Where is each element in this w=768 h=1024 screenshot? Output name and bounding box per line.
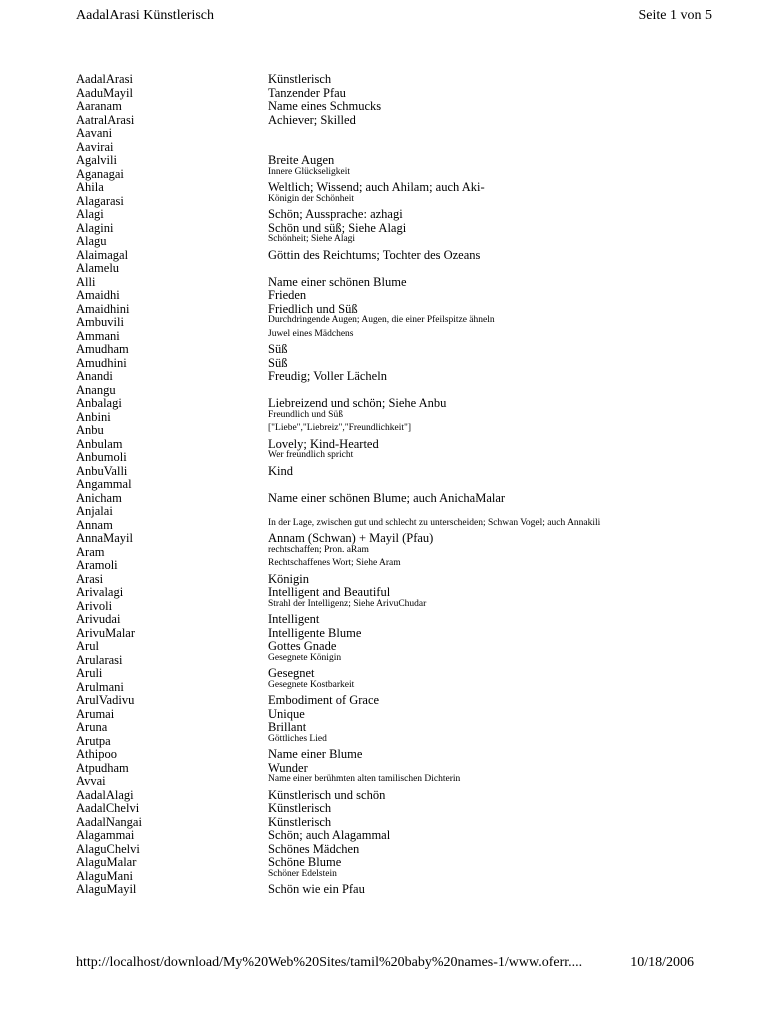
name-text: Alagi <box>76 207 104 221</box>
meaning-text: Liebreizend und schön; Siehe Anbu <box>268 396 447 410</box>
name-text: Alagu <box>76 234 107 248</box>
meaning-text: Gesegnet <box>268 666 315 680</box>
list-item <box>76 397 696 411</box>
list-item <box>76 870 696 884</box>
meaning-text: Name einer schönen Blume; auch AnichaMalar <box>268 490 506 505</box>
list-item <box>76 802 696 816</box>
meaning-text: Juwel eines Mädchens <box>268 328 354 339</box>
meaning-text: Wer freundlich spricht <box>268 450 354 460</box>
meaning-text: Rechtschaffenes Wort; Siehe Aram <box>268 558 401 568</box>
footer-url: http://localhost/download/My%20Web%20Sites/tamil%20baby%20names-1/www.oferr.... <box>76 955 583 970</box>
name-text: Aramoli <box>76 558 118 572</box>
name-text: Arivalagi <box>76 585 124 599</box>
meaning-text: Gesegnete Kostbarkeit <box>268 679 355 690</box>
list-item <box>76 208 696 222</box>
list-item <box>76 100 696 114</box>
meaning-text: Freundlich und Süß <box>268 409 343 420</box>
meaning-text: Schön; auch Alagammal <box>268 828 391 842</box>
meaning-text: Gottes Gnade <box>268 639 337 653</box>
name-text: Atpudham <box>76 760 129 775</box>
name-text: AlaguMani <box>76 868 133 883</box>
meaning-text: Intelligent and Beautiful <box>268 585 391 599</box>
meaning-text: Tanzender Pfau <box>268 85 346 100</box>
name-text: Aavani <box>76 126 113 140</box>
name-text: Arutpa <box>76 733 111 748</box>
name-text: AadalArasi <box>76 72 133 86</box>
meaning-text: Künstlerisch und schön <box>268 787 386 802</box>
name-text: Anandi <box>76 369 113 383</box>
name-text: Angammal <box>76 477 132 491</box>
list-item <box>76 735 696 749</box>
name-text: Agalvili <box>76 153 117 167</box>
meaning-text: Göttliches Lied <box>268 733 327 744</box>
meaning-text: Annam (Schwan) + Mayil (Pfau) <box>268 531 434 545</box>
name-text: Alamelu <box>76 261 120 275</box>
list-item <box>76 694 696 708</box>
list-item <box>76 748 696 762</box>
name-text: Arul <box>76 639 99 653</box>
list-item <box>76 330 696 344</box>
meaning-text: Schön wie ein Pfau <box>268 882 365 896</box>
meaning-text: Name einer berühmten alten tamilischen Dichterin <box>268 774 461 784</box>
list-item <box>76 235 696 249</box>
name-text: Arumai <box>76 706 115 721</box>
list-item <box>76 492 696 506</box>
meaning-text: Schön; Aussprache: azhagi <box>268 207 403 221</box>
name-text: Arivudai <box>76 612 121 626</box>
name-text: AatralArasi <box>76 112 135 127</box>
list-item <box>76 141 696 155</box>
name-text: AadalChelvi <box>76 801 140 815</box>
list-item <box>76 573 696 587</box>
list-item <box>76 438 696 452</box>
list-item <box>76 73 696 87</box>
list-item <box>76 789 696 803</box>
meaning-text: Lovely; Kind-Hearted <box>268 436 379 451</box>
meaning-text: Unique <box>268 706 305 721</box>
list-item <box>76 519 696 533</box>
name-text: Arulmani <box>76 679 124 694</box>
meaning-text: Frieden <box>268 288 307 302</box>
meaning-text: Freudig; Voller Lächeln <box>268 369 387 383</box>
meaning-text: Königin <box>268 571 309 586</box>
list-item <box>76 195 696 209</box>
list-item <box>76 708 696 722</box>
name-text: Ambuvili <box>76 315 124 329</box>
list-item <box>76 316 696 330</box>
name-text: Arasi <box>76 571 104 586</box>
meaning-text: In der Lage, zwischen gut und schlecht zu unterscheiden; Schwan Vogel; auch Annakili <box>268 517 601 528</box>
list-item <box>76 451 696 465</box>
meaning-text: Achiever; Skilled <box>268 112 356 127</box>
meaning-text: Schöne Blume <box>268 855 342 869</box>
meaning-text: Embodiment of Grace <box>268 693 380 707</box>
name-text: Aganagai <box>76 166 124 181</box>
name-text: AlaguMalar <box>76 855 137 869</box>
name-text: Alagammai <box>76 828 135 842</box>
list-item <box>76 181 696 195</box>
name-text: ArulVadivu <box>76 693 135 707</box>
name-text: AnbuValli <box>76 463 128 478</box>
name-text: Amudham <box>76 342 129 356</box>
name-text: Alaimagal <box>76 247 129 262</box>
list-item <box>76 127 696 141</box>
name-text: Aruna <box>76 720 108 734</box>
list-item <box>76 559 696 573</box>
list-item <box>76 613 696 627</box>
footer-date: 10/18/2006 <box>630 955 694 970</box>
list-item <box>76 775 696 789</box>
document-title: AadalArasi Künstlerisch <box>76 8 215 23</box>
name-text: Anbulam <box>76 436 123 451</box>
name-text: Ahila <box>76 180 104 194</box>
meaning-text: Künstlerisch <box>268 72 332 86</box>
page-number: Seite 1 von 5 <box>638 8 712 23</box>
meaning-text: Intelligente Blume <box>268 625 362 640</box>
list-item <box>76 289 696 303</box>
meaning-text: Durchdringende Augen; Augen, die einer Pfeilspitze ähneln <box>268 315 495 325</box>
meaning-text: Strahl der Intelligenz; Siehe ArivuChudar <box>268 598 427 609</box>
name-text: Aruli <box>76 666 103 680</box>
list-item <box>76 262 696 276</box>
name-text: Alagarasi <box>76 193 124 208</box>
meaning-text: Süß <box>268 342 288 356</box>
list-item <box>76 627 696 641</box>
name-text: Aram <box>76 544 105 559</box>
name-text: Anbini <box>76 409 111 424</box>
name-text: Anbalagi <box>76 396 122 410</box>
name-text: AlaguMayil <box>76 882 137 896</box>
name-text: Ammani <box>76 328 120 343</box>
meaning-text: Friedlich und Süß <box>268 301 358 316</box>
list-item <box>76 384 696 398</box>
list-item <box>76 721 696 735</box>
list-item <box>76 600 696 614</box>
meaning-text: Name einer Blume <box>268 747 363 761</box>
name-text: Anangu <box>76 382 116 397</box>
name-text: AadalAlagi <box>76 787 134 802</box>
meaning-text: rechtschaffen; Pron. aRam <box>268 544 369 555</box>
meaning-text: Wunder <box>268 760 308 775</box>
name-text: Anbumoli <box>76 450 127 464</box>
list-item <box>76 276 696 290</box>
list-item <box>76 357 696 371</box>
meaning-text: Schöner Edelstein <box>268 868 337 879</box>
name-text: Alli <box>76 274 96 289</box>
meaning-text: Breite Augen <box>268 153 335 167</box>
meaning-text: Innere Glückseligkeit <box>268 166 351 177</box>
list-item <box>76 370 696 384</box>
page-header <box>76 8 712 28</box>
list-item <box>76 667 696 681</box>
name-text: Annam <box>76 517 113 532</box>
list-item <box>76 654 696 668</box>
name-text: Amaidhi <box>76 288 120 302</box>
meaning-text: ["Liebe","Liebreiz","Freundlichkeit"] <box>268 423 412 433</box>
name-text: ArivuMalar <box>76 625 136 640</box>
list-item <box>76 843 696 857</box>
meaning-text: Künstlerisch <box>268 801 332 815</box>
name-text: Anbu <box>76 423 104 437</box>
meaning-text: Weltlich; Wissend; auch Ahilam; auch Aki- <box>268 180 485 194</box>
list-item <box>76 816 696 830</box>
list-item <box>76 222 696 236</box>
meaning-text: Königin der Schönheit <box>268 193 355 204</box>
name-text: Alagini <box>76 220 114 235</box>
list-item <box>76 343 696 357</box>
meaning-text: Name einer schönen Blume <box>268 274 407 289</box>
name-text: AnnaMayil <box>76 531 133 545</box>
meaning-text: Name eines Schmucks <box>268 99 382 113</box>
name-text: AlaguChelvi <box>76 841 140 856</box>
list-item <box>76 87 696 101</box>
list-item <box>76 249 696 263</box>
list-item <box>76 478 696 492</box>
meaning-text: Gesegnete Königin <box>268 652 342 663</box>
name-text: Anicham <box>76 490 122 505</box>
meaning-text: Schönes Mädchen <box>268 841 360 856</box>
name-text: AadalNangai <box>76 814 142 829</box>
name-text: AaduMayil <box>76 85 133 100</box>
list-item <box>76 114 696 128</box>
list-item <box>76 883 696 897</box>
name-text: Avvai <box>76 774 106 788</box>
meaning-text: Künstlerisch <box>268 814 332 829</box>
name-text: Arularasi <box>76 652 123 667</box>
list-item <box>76 154 696 168</box>
name-text: Aaranam <box>76 99 122 113</box>
list-item <box>76 168 696 182</box>
meaning-text: Intelligent <box>268 612 320 626</box>
list-item <box>76 829 696 843</box>
name-text: Amaidhini <box>76 301 130 316</box>
name-text: Aavirai <box>76 139 114 154</box>
meaning-text: Schön und süß; Siehe Alagi <box>268 220 407 235</box>
name-text: Athipoo <box>76 747 117 761</box>
name-text: Arivoli <box>76 598 113 613</box>
meaning-text: Kind <box>268 463 293 478</box>
list-item <box>76 856 696 870</box>
names-list <box>76 73 696 897</box>
page-footer <box>76 955 694 975</box>
list-item <box>76 424 696 438</box>
meaning-text: Süß <box>268 355 288 370</box>
meaning-text: Brillant <box>268 720 307 734</box>
meaning-text: Göttin des Reichtums; Tochter des Ozeans <box>268 247 481 262</box>
meaning-text: Schönheit; Siehe Alagi <box>268 234 356 244</box>
name-text: Amudhini <box>76 355 127 370</box>
list-item <box>76 640 696 654</box>
list-item <box>76 532 696 546</box>
list-item <box>76 681 696 695</box>
name-text: Anjalai <box>76 504 113 518</box>
list-item <box>76 465 696 479</box>
